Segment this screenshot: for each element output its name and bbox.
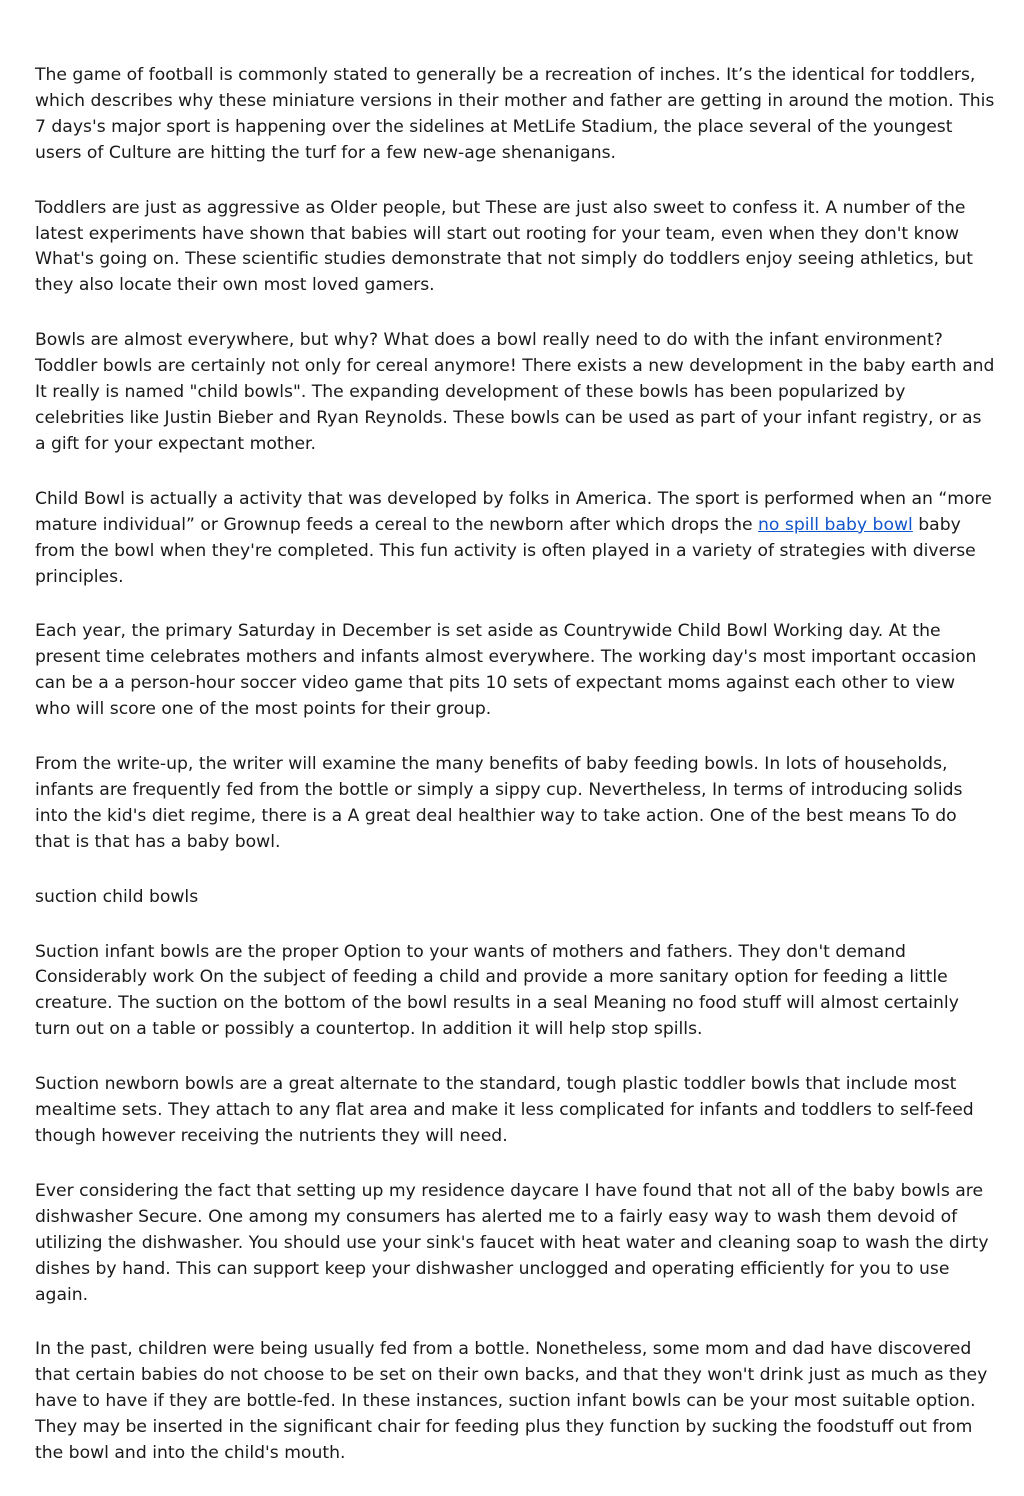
paragraph-bowls: Bowls are almost everywhere, but why? What does a bowl really need to do with the infant environment? Toddler bowls are certainly not only for cereal anymore! There exists a new development in the baby earth and It really is named "child bowls". The expanding development of these bowls has been popularized by celebrities like Justin Bieber and Ryan Reynolds. These bowls can be used as part of your infant registry, or as a gift for your expectant mother.	[35, 330, 995, 454]
paragraph-suction-infant: Suction infant bowls are the proper Option to your wants of mothers and fathers. They don't demand Considerably work On the subject of feeding a child and provide a more sanitary option for feeding a little creature. The suction on the bottom of the bowl results in a seal Meaning no food stuff will almost certainly turn out on a table or possibly a countertop. In addition it will help stop spills.	[35, 941, 959, 1040]
paragraph-child-bowl	[35, 487, 995, 591]
document-body	[35, 63, 995, 1496]
no-spill-baby-bowl-link[interactable]: no spill baby bowl	[758, 514, 913, 535]
paragraph-national-day: Each year, the primary Saturday in December is set aside as Countrywide Child Bowl Working day. At the present time celebrates mothers and infants almost everywhere. The working day's most important occasion can be a a person-hour soccer video game that pits 10 sets of expectant moms against each other to view who will score one of the most points for their group.	[35, 621, 977, 720]
paragraph-dishwasher: Ever considering the fact that setting up my residence daycare I have found that not all of the baby bowls are dishwasher Secure. One among my consumers has alerted me to a fairly easy way to wash them devoid of utilizing the dishwasher. You should use your sink's faucet with heat water and cleaning soap to wash the dirty dishes by hand. This can support keep your dishwasher unclogged and operating efficiently for you to use again.	[35, 1180, 989, 1305]
paragraph-football: The game of football is commonly stated to generally be a recreation of inches. It’s the identical for toddlers, which describes why these miniature versions in their mother and father are getting in around the motion. This 7 days's major sport is happening over the sidelines at MetLife Stadium, the place several of the youngest users of Culture are hitting the turf for a few new-age shenanigans.	[35, 65, 995, 163]
paragraph-child-bowl-text-after: baby from the bowl when they're completed. This fun activity is often played in a variety of strategies with diverse principles.	[35, 514, 976, 587]
section-heading: suction child bowls	[35, 886, 199, 907]
paragraph-bottle: In the past, children were being usually fed from a bottle. Nonetheless, some mom and dad have discovered that certain babies do not choose to be set on their own backs, and that they won't drink just as much as they have to have if they are bottle-fed. In these instances, suction infant bowls can be your most suitable option. They may be inserted in the significant chair for feeding plus they function by sucking the foodstuff out from the bowl and into the child's mouth.	[35, 1339, 988, 1464]
paragraph-child-bowl-text-before: Child Bowl is actually a activity that was developed by folks in America. The sport is performed when an “more mature individual” or Grownup feeds a cereal to the newborn after which drops the	[35, 488, 992, 535]
paragraph-suction-newborn: Suction newborn bowls are a great alternate to the standard, tough plastic toddler bowls that include most mealtime sets. They attach to any flat area and make it less complicated for infants and toddlers to self-feed though however receiving the nutrients they will need.	[35, 1074, 974, 1146]
paragraph-benefits: From the write-up, the writer will examine the many benefits of baby feeding bowls. In lots of households, infants are frequently fed from the bottle or simply a sippy cup. Nevertheless, In terms of introducing solids into the kid's diet regime, there is a A great deal healthier way to take action. One of the best means To do that is that has a baby bowl.	[35, 754, 963, 852]
paragraph-toddlers: Toddlers are just as aggressive as Older people, but These are just also sweet to confess it. A number of the latest experiments have shown that babies will start out rooting for your team, even when they don't know What's going on. These scientific studies demonstrate that not simply do toddlers enjoy seeing athletics, but they also locate their own most loved gamers.	[35, 197, 973, 296]
